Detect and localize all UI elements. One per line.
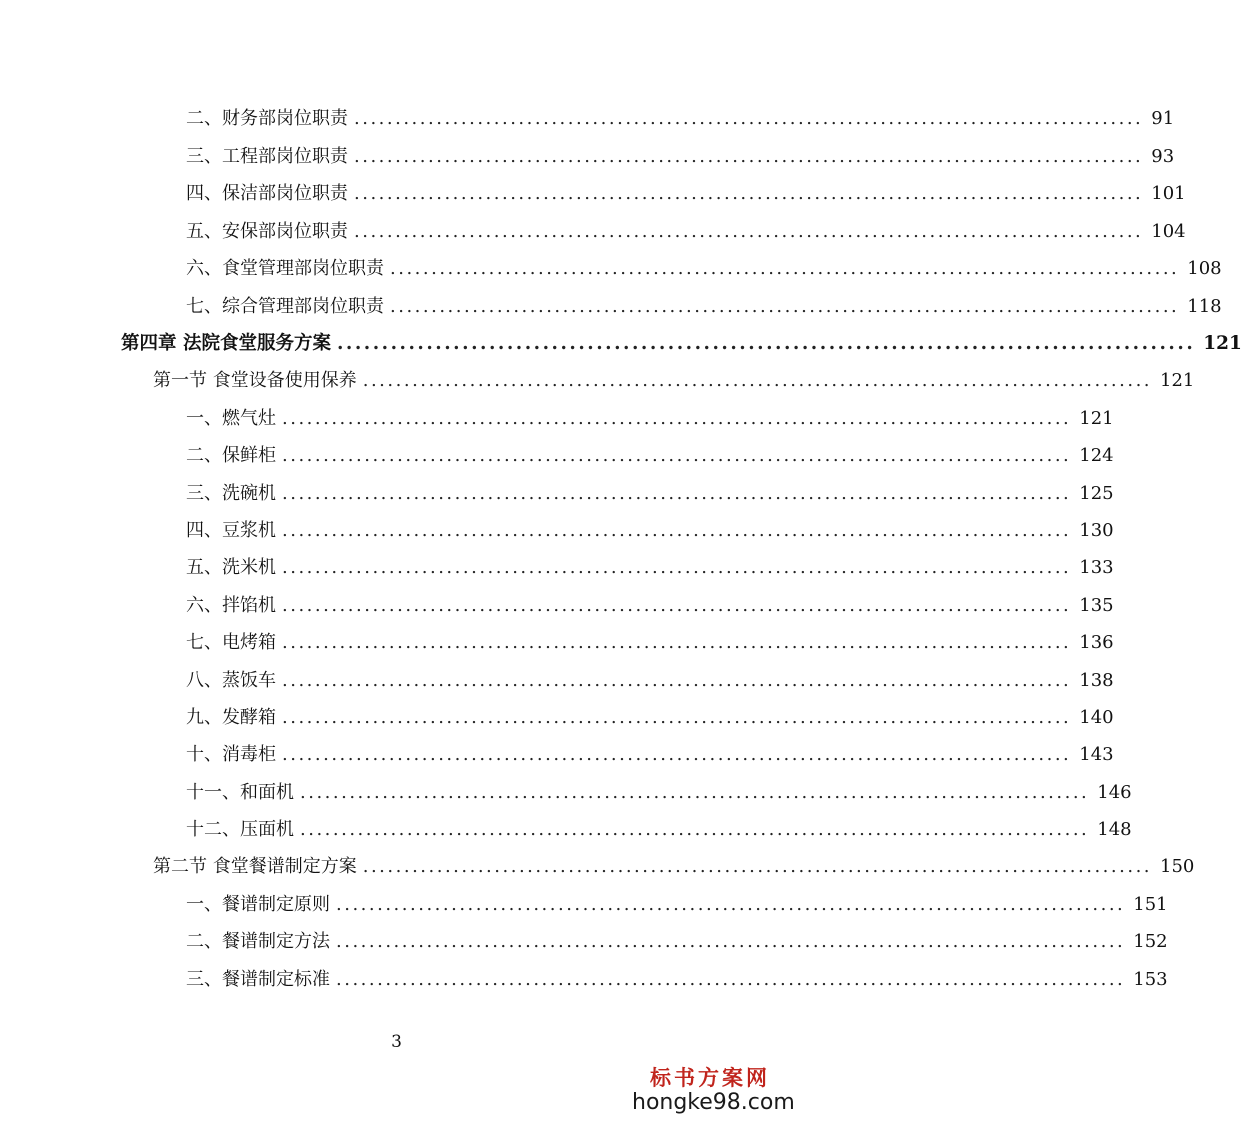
- toc-entry-label: 九、发酵箱: [186, 707, 276, 728]
- dot-leader: ................................................................................................: [282, 595, 1072, 616]
- toc-entry-page: 153: [1133, 969, 1168, 990]
- toc-entry-label: 五、洗米机: [186, 557, 276, 578]
- toc-entry[interactable]: [186, 479, 1114, 509]
- dot-leader: ................................................................................................: [282, 557, 1072, 578]
- dot-leader: ................................................................................................: [282, 707, 1072, 728]
- toc-entry-page: 138: [1079, 670, 1114, 691]
- toc-entry[interactable]: [186, 179, 1186, 209]
- toc-entry-page: 135: [1079, 595, 1114, 616]
- page-number: 3: [391, 1032, 402, 1052]
- toc-entry-label: 二、保鲜柜: [186, 445, 276, 466]
- toc-entry[interactable]: [186, 740, 1114, 770]
- toc-entry-page: 124: [1079, 445, 1114, 466]
- toc-entry-label: 第四章 法院食堂服务方案: [121, 333, 331, 354]
- toc-entry-label: 七、电烤箱: [186, 632, 276, 653]
- toc-section-entry[interactable]: [153, 366, 1195, 396]
- dot-leader: ................................................................................................: [354, 183, 1144, 204]
- dot-leader: ................................................................................................: [282, 744, 1072, 765]
- toc-entry-label: 十一、和面机: [186, 782, 294, 803]
- toc-entry-label: 五、安保部岗位职责: [186, 221, 348, 242]
- toc-chapter-entry[interactable]: [121, 329, 1242, 359]
- toc-entry-page: 133: [1079, 557, 1114, 578]
- toc-entry-page: 101: [1151, 183, 1186, 204]
- dot-leader: ................................................................................................: [336, 931, 1126, 952]
- toc-entry-label: 六、食堂管理部岗位职责: [186, 258, 384, 279]
- toc-section-entry[interactable]: [153, 852, 1195, 882]
- toc-entry-page: 148: [1097, 819, 1132, 840]
- toc-entry[interactable]: [186, 890, 1168, 920]
- toc-entry[interactable]: [186, 815, 1132, 845]
- toc-entry[interactable]: [186, 254, 1222, 284]
- toc-entry-label: 第一节 食堂设备使用保养: [153, 370, 357, 391]
- toc-entry[interactable]: [186, 553, 1114, 583]
- toc-entry-label: 七、综合管理部岗位职责: [186, 296, 384, 317]
- dot-leader: ................................................................................................: [354, 221, 1144, 242]
- dot-leader: ................................................................................................: [282, 670, 1072, 691]
- toc-entry-page: 140: [1079, 707, 1114, 728]
- toc-entry[interactable]: [186, 292, 1222, 322]
- toc-entry-page: 91: [1151, 108, 1175, 129]
- toc-entry-label: 十二、压面机: [186, 819, 294, 840]
- dot-leader: ................................................................................................: [282, 632, 1072, 653]
- toc-entry-page: 104: [1151, 221, 1186, 242]
- dot-leader: ................................................................................................: [336, 894, 1126, 915]
- toc-entry-label: 六、拌馅机: [186, 595, 276, 616]
- toc-entry[interactable]: [186, 778, 1132, 808]
- toc-entry[interactable]: [186, 628, 1114, 658]
- watermark-title: 标书方案网: [650, 1065, 770, 1090]
- toc-entry-label: 二、餐谱制定方法: [186, 931, 330, 952]
- toc-entry-label: 一、燃气灶: [186, 408, 276, 429]
- toc-entry-page: 150: [1160, 856, 1195, 877]
- dot-leader: ................................................................................................: [354, 108, 1144, 129]
- toc-entry-label: 八、蒸饭车: [186, 670, 276, 691]
- toc-entry[interactable]: [186, 965, 1168, 995]
- dot-leader: ................................................................................................: [354, 146, 1144, 167]
- toc-entry[interactable]: [186, 666, 1114, 696]
- site-watermark: [632, 1065, 795, 1116]
- toc-entry-label: 第二节 食堂餐谱制定方案: [153, 856, 357, 877]
- toc-entry-page: 121: [1203, 333, 1242, 354]
- toc-entry-page: 125: [1079, 483, 1114, 504]
- toc-entry-page: 121: [1160, 370, 1195, 391]
- toc-entry-page: 136: [1079, 632, 1114, 653]
- toc-entry-label: 三、洗碗机: [186, 483, 276, 504]
- toc-entry[interactable]: [186, 516, 1114, 546]
- toc-entry[interactable]: [186, 441, 1114, 471]
- toc-entry[interactable]: [186, 591, 1114, 621]
- toc-entry-page: 146: [1097, 782, 1132, 803]
- toc-entry-page: 152: [1133, 931, 1168, 952]
- toc-entry-label: 一、餐谱制定原则: [186, 894, 330, 915]
- toc-entry-page: 130: [1079, 520, 1114, 541]
- dot-leader: ................................................................................................: [300, 819, 1090, 840]
- toc-entry-label: 四、豆浆机: [186, 520, 276, 541]
- dot-leader: ................................................................................................: [282, 408, 1072, 429]
- dot-leader: ................................................................................................: [282, 483, 1072, 504]
- toc-entry[interactable]: [186, 703, 1114, 733]
- toc-entry[interactable]: [186, 104, 1175, 134]
- toc-entry[interactable]: [186, 404, 1114, 434]
- toc-entry-label: 三、工程部岗位职责: [186, 146, 348, 167]
- watermark-url: hongke98.com: [632, 1090, 795, 1115]
- dot-leader: ................................................................................................: [362, 370, 1153, 391]
- toc-entry-label: 二、财务部岗位职责: [186, 108, 348, 129]
- dot-leader: ................................................................................................: [390, 258, 1180, 279]
- dot-leader: ................................................................................................: [282, 520, 1072, 541]
- dot-leader: ................................................................................................: [336, 333, 1196, 354]
- toc-entry-page: 93: [1151, 146, 1175, 167]
- dot-leader: ................................................................................................: [336, 969, 1126, 990]
- toc-entry-page: 143: [1079, 744, 1114, 765]
- dot-leader: ................................................................................................: [282, 445, 1072, 466]
- dot-leader: ................................................................................................: [362, 856, 1153, 877]
- dot-leader: ................................................................................................: [300, 782, 1090, 803]
- dot-leader: ................................................................................................: [390, 296, 1180, 317]
- toc-entry-label: 三、餐谱制定标准: [186, 969, 330, 990]
- toc-entry-page: 151: [1133, 894, 1168, 915]
- toc-entry[interactable]: [186, 142, 1175, 172]
- toc-entry-page: 118: [1187, 296, 1222, 317]
- toc-entry[interactable]: [186, 927, 1168, 957]
- toc-entry-page: 121: [1079, 408, 1114, 429]
- toc-entry-page: 108: [1187, 258, 1222, 279]
- toc-entry[interactable]: [186, 217, 1186, 247]
- toc-entry-label: 十、消毒柜: [186, 744, 276, 765]
- toc-entry-label: 四、保洁部岗位职责: [186, 183, 348, 204]
